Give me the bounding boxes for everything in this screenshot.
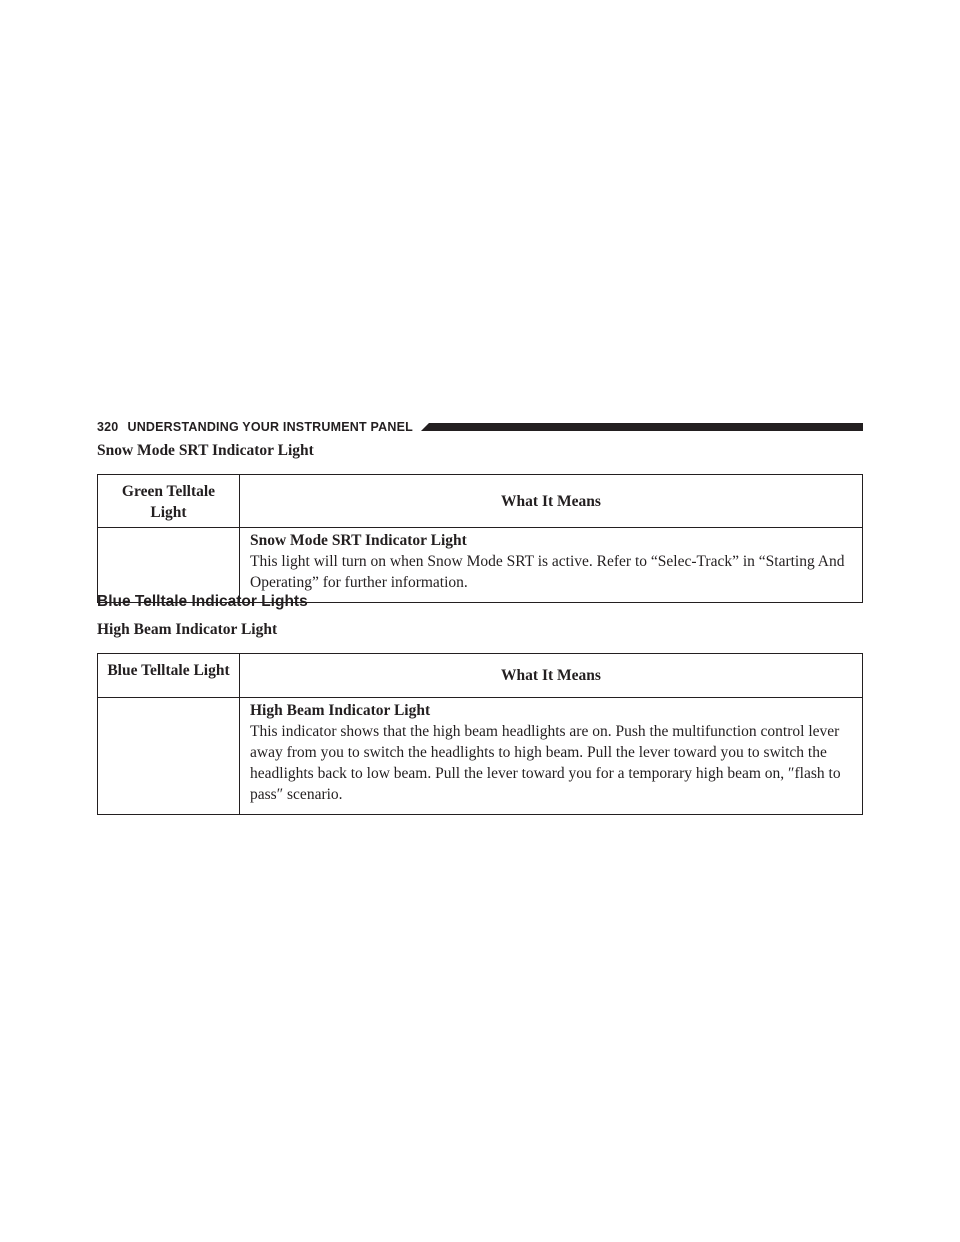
col1-header-cell bbox=[98, 475, 240, 528]
snow-mode-table bbox=[97, 474, 863, 603]
table-header-row bbox=[98, 475, 863, 528]
col2-header-cell bbox=[240, 654, 863, 698]
section-title: UNDERSTANDING YOUR INSTRUMENT PANEL bbox=[127, 420, 413, 434]
col2-header-cell bbox=[240, 475, 863, 528]
high-beam-subheading: High Beam Indicator Light bbox=[97, 621, 278, 638]
row-description: This indicator shows that the high beam headlights are on. Push the multifunction control lever away from you to switch the headlights to high beam. Pull the lever toward you to switch the headlights back to low beam. Pull the lever toward you for a temporary high beam on, ″flash to pass″ scenario. bbox=[250, 723, 841, 803]
col1-header: Green Telltale Light bbox=[121, 483, 216, 521]
telltale-icon-cell bbox=[98, 528, 240, 603]
col2-header: What It Means bbox=[501, 492, 601, 510]
table-row bbox=[98, 698, 863, 815]
col2-header: What It Means bbox=[501, 667, 601, 684]
table-row bbox=[98, 528, 863, 603]
high-beam-table bbox=[97, 653, 863, 815]
telltale-icon-cell bbox=[98, 698, 240, 815]
table-header-row bbox=[98, 654, 863, 698]
row-title: Snow Mode SRT Indicator Light bbox=[250, 532, 467, 549]
row-description: This light will turn on when Snow Mode SRT is active. Refer to “Selec-Track” in “Starting And Operating” for further information. bbox=[250, 553, 845, 591]
page-header bbox=[97, 417, 863, 437]
meaning-cell bbox=[240, 698, 863, 815]
header-rule bbox=[421, 423, 863, 431]
meaning-cell bbox=[240, 528, 863, 603]
page-number: 320 bbox=[97, 420, 119, 434]
col1-header: Blue Telltale Light bbox=[107, 662, 230, 679]
col1-header-cell bbox=[98, 654, 240, 698]
snow-mode-subheading: Snow Mode SRT Indicator Light bbox=[97, 442, 314, 459]
blue-section-heading: Blue Telltale Indicator Lights bbox=[97, 593, 308, 610]
row-title: High Beam Indicator Light bbox=[250, 702, 431, 719]
